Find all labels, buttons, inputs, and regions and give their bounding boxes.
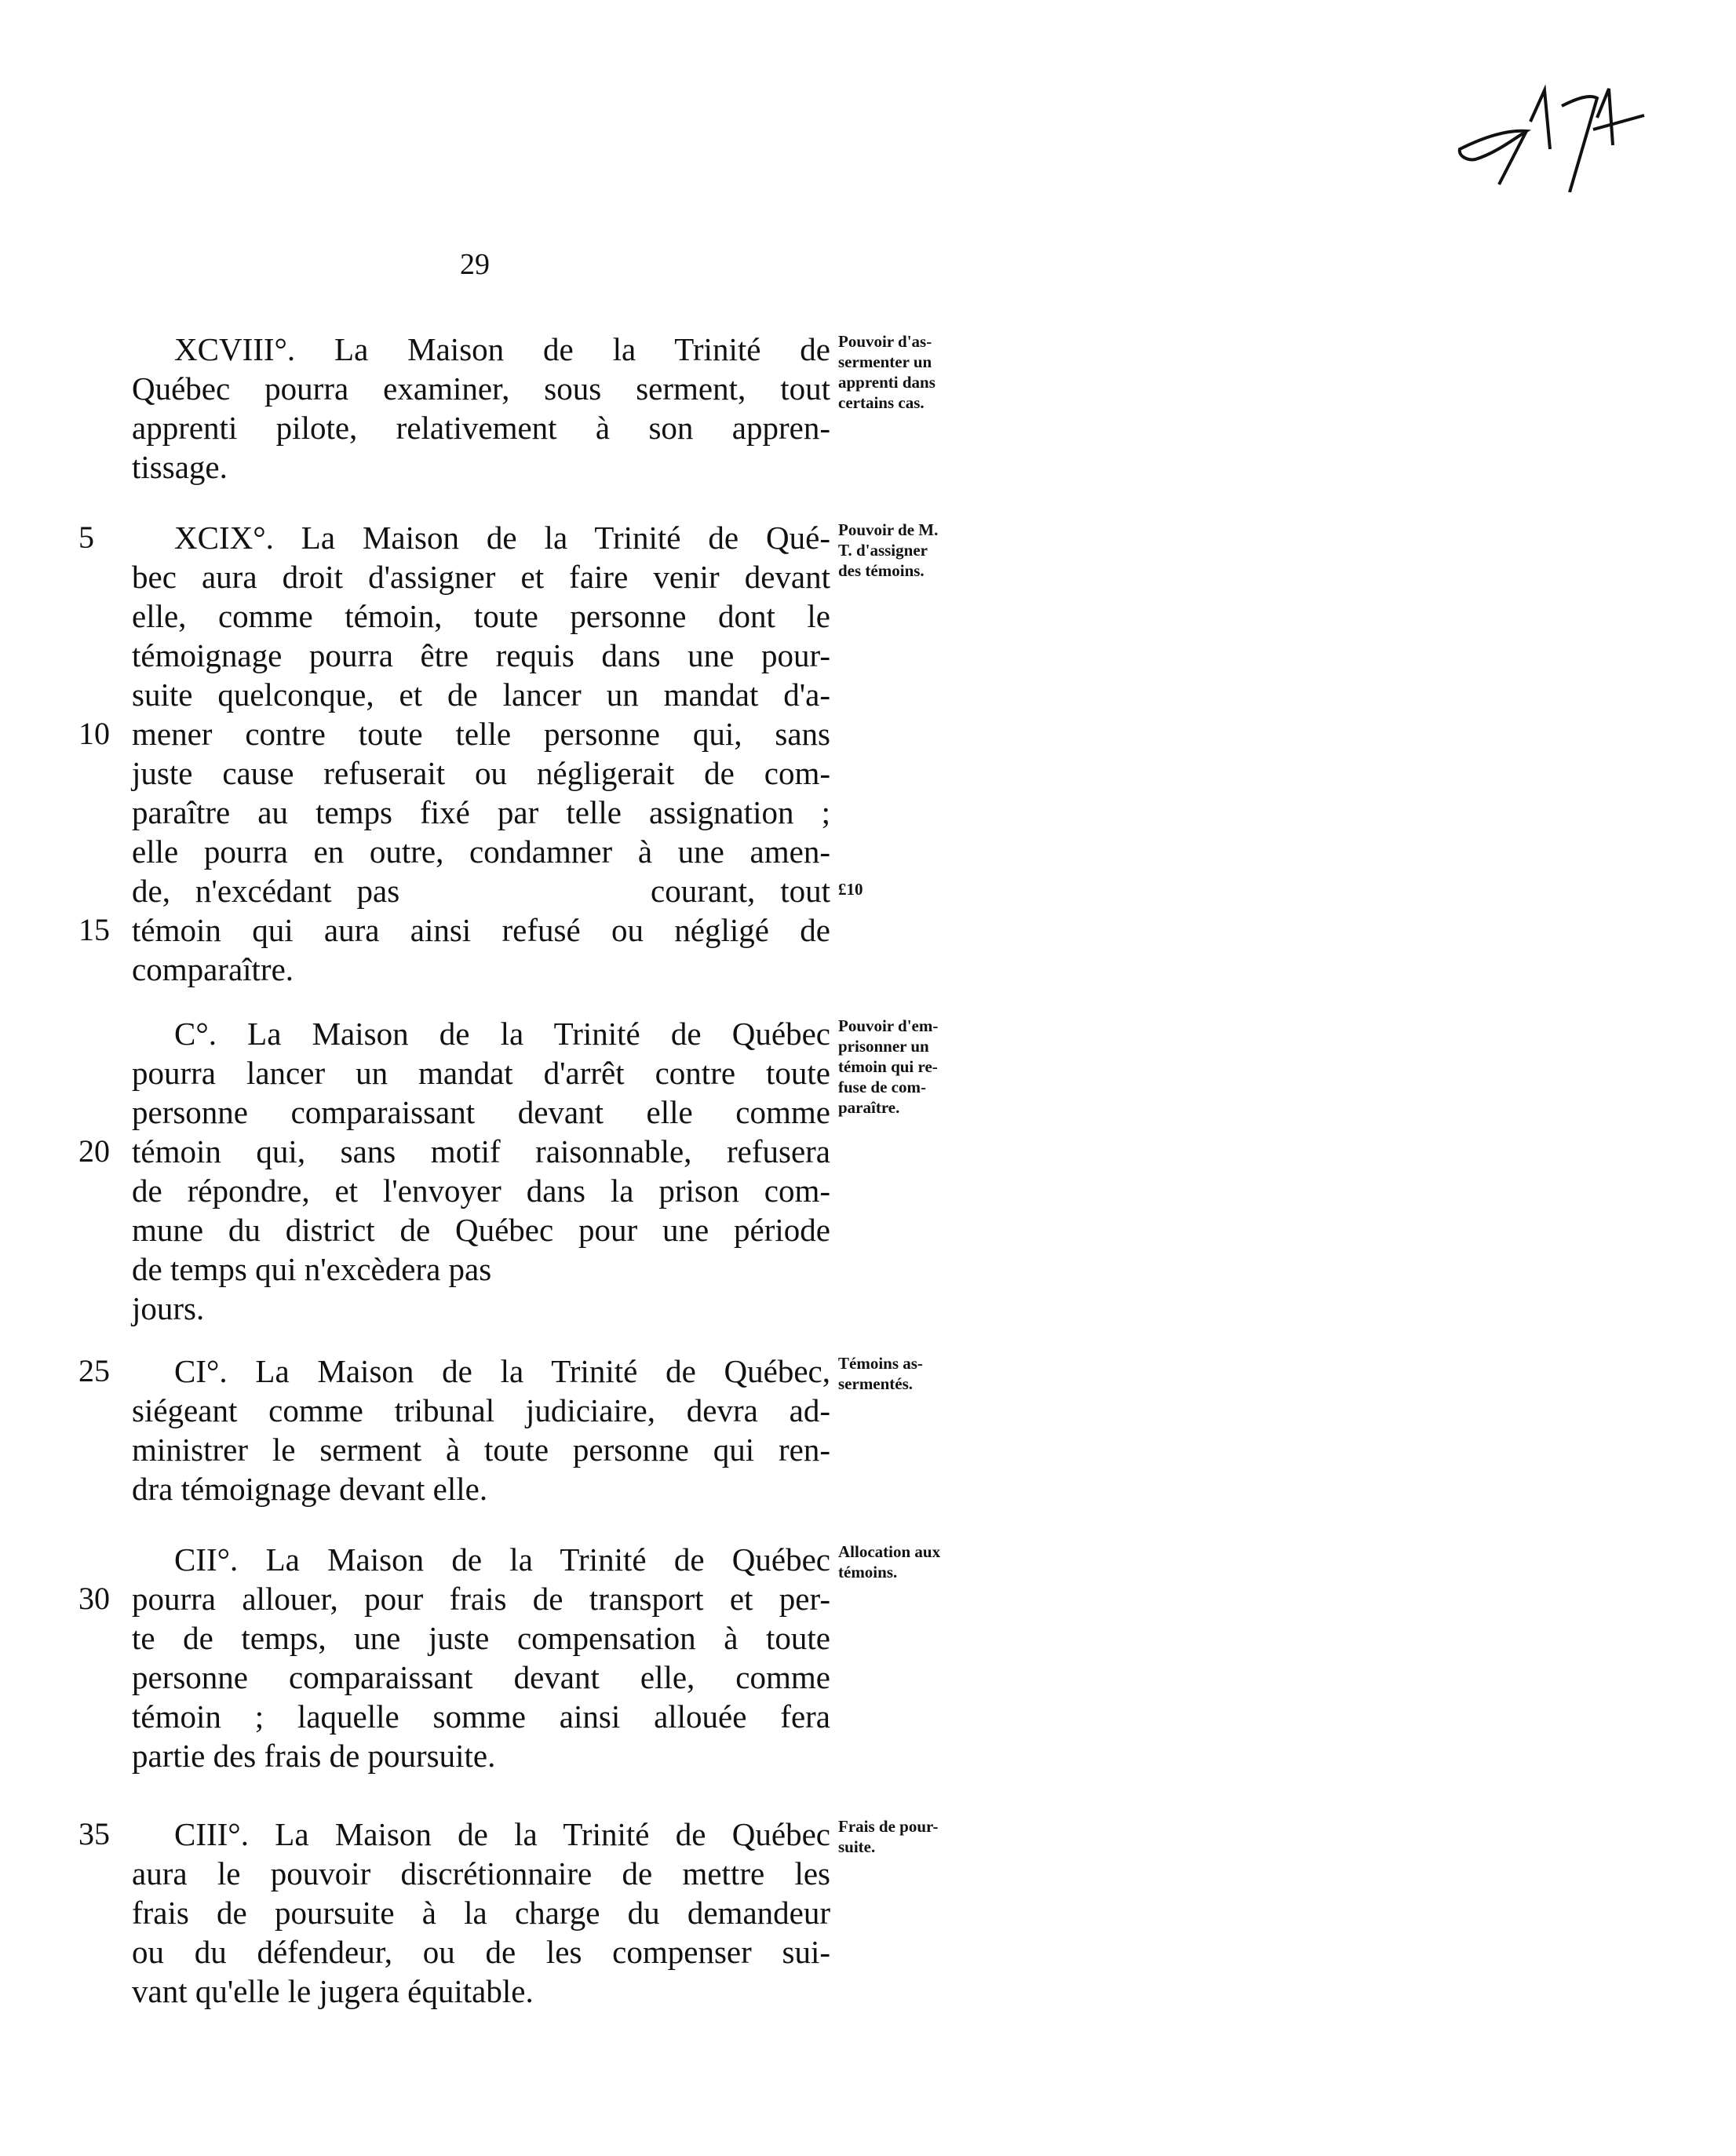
- line-number: 35: [78, 1816, 110, 1851]
- text-line: frais de poursuite à la charge du demandeur: [132, 1895, 830, 1931]
- margin-note-line: Témoins as-: [838, 1354, 923, 1373]
- line-number: 30: [78, 1581, 110, 1616]
- text-line: tissage.: [132, 449, 228, 485]
- margin-note: [838, 1353, 1003, 1394]
- line-number: 15: [78, 912, 110, 947]
- line-number: 20: [78, 1133, 110, 1169]
- margin-note-line: Pouvoir d'as-: [838, 332, 932, 351]
- text-line: elle, comme témoin, toute personne dont le: [132, 598, 830, 634]
- text-line: témoin qui, sans motif raisonnable, refusera: [132, 1133, 830, 1169]
- text-line: elle pourra en outre, condamner à une amen-: [132, 834, 830, 870]
- margin-note-line: Allocation aux: [838, 1542, 941, 1561]
- text-line: de temps qui n'excèdera pas: [132, 1251, 492, 1287]
- margin-note-line: témoins.: [838, 1563, 898, 1581]
- text-line: apprenti pilote, relativement à son appren-: [132, 410, 830, 446]
- margin-note-line: suite.: [838, 1837, 876, 1856]
- margin-note-line: paraître.: [838, 1098, 900, 1117]
- text-line: mune du district de Québec pour une période: [132, 1212, 830, 1248]
- text-line: témoin ; laquelle somme ainsi allouée fera: [132, 1698, 830, 1735]
- margin-note-line: Pouvoir d'em-: [838, 1016, 939, 1035]
- margin-note: [838, 331, 1003, 413]
- page-number: 29: [460, 248, 490, 281]
- text-line: XCVIII°. La Maison de la Trinité de: [174, 331, 830, 367]
- text-line: témoin qui aura ainsi refusé ou négligé de: [132, 912, 830, 948]
- text-line: C°. La Maison de la Trinité de Québec: [174, 1016, 830, 1052]
- text-line: bec aura droit d'assigner et faire venir devant: [132, 559, 830, 595]
- text-line: partie des frais de poursuite.: [132, 1738, 496, 1774]
- text-line: aura le pouvoir discrétionnaire de mettre les: [132, 1855, 830, 1892]
- margin-note-line: sermenter un: [838, 352, 932, 371]
- margin-note: [838, 520, 1003, 581]
- margin-note: [838, 1816, 1003, 1857]
- text-line: dra témoignage devant elle.: [132, 1471, 488, 1507]
- amount-note: £10: [838, 880, 863, 899]
- line-number: 25: [78, 1353, 110, 1388]
- margin-note: [838, 1016, 1003, 1118]
- margin-note-line: prisonner un: [838, 1037, 929, 1056]
- text-line: témoignage pourra être requis dans une pour-: [132, 637, 830, 673]
- text-line: personne comparaissant devant elle comme: [132, 1094, 830, 1130]
- margin-note-line: Frais de pour-: [838, 1817, 939, 1836]
- text-line: paraître au temps fixé par telle assignation ;: [132, 794, 830, 830]
- text-line: ministrer le serment à toute personne qui ren-: [132, 1432, 830, 1468]
- text-line: Québec pourra examiner, sous serment, tout: [132, 370, 830, 407]
- text-line: pourra lancer un mandat d'arrêt contre toute: [132, 1055, 830, 1091]
- text-line: ou du défendeur, ou de les compenser sui-: [132, 1934, 830, 1970]
- text-line: CI°. La Maison de la Trinité de Québec,: [174, 1353, 830, 1389]
- text-line: CIII°. La Maison de la Trinité de Québec: [174, 1816, 830, 1852]
- margin-note: [838, 1541, 1003, 1582]
- text-line: suite quelconque, et de lancer un mandat d'a-: [132, 677, 830, 713]
- text-line: personne comparaissant devant elle, comme: [132, 1659, 830, 1695]
- line-number: 5: [78, 520, 94, 555]
- text-line: te de temps, une juste compensation à toute: [132, 1620, 830, 1656]
- text-line: de répondre, et l'envoyer dans la prison com-: [132, 1173, 830, 1209]
- margin-note-line: apprenti dans: [838, 373, 935, 392]
- text-line: mener contre toute telle personne qui, sans: [132, 716, 830, 752]
- margin-note-line: certains cas.: [838, 393, 925, 412]
- margin-note-line: témoin qui re-: [838, 1057, 938, 1076]
- margin-note-line: des témoins.: [838, 561, 925, 580]
- line-number: 10: [78, 716, 110, 751]
- margin-note-line: sermentés.: [838, 1374, 914, 1393]
- text-line: siégeant comme tribunal judiciaire, devra ad-: [132, 1392, 830, 1428]
- margin-note-line: T. d'assigner: [838, 541, 928, 560]
- text-line: pourra allouer, pour frais de transport et per-: [132, 1581, 830, 1617]
- text-line: juste cause refuserait ou négligerait de com-: [132, 755, 830, 791]
- margin-note-line: fuse de com-: [838, 1078, 926, 1096]
- text-line: jours.: [132, 1290, 205, 1326]
- text-line: de, n'excédant pas courant, tout: [132, 873, 830, 909]
- handwritten-folio-mark: [1452, 75, 1656, 192]
- text-line: vant qu'elle le jugera équitable.: [132, 1973, 534, 2009]
- text-line: XCIX°. La Maison de la Trinité de Qué-: [174, 520, 830, 556]
- text-line: comparaître.: [132, 951, 294, 987]
- text-line: CII°. La Maison de la Trinité de Québec: [174, 1541, 830, 1578]
- margin-note-line: Pouvoir de M.: [838, 520, 939, 539]
